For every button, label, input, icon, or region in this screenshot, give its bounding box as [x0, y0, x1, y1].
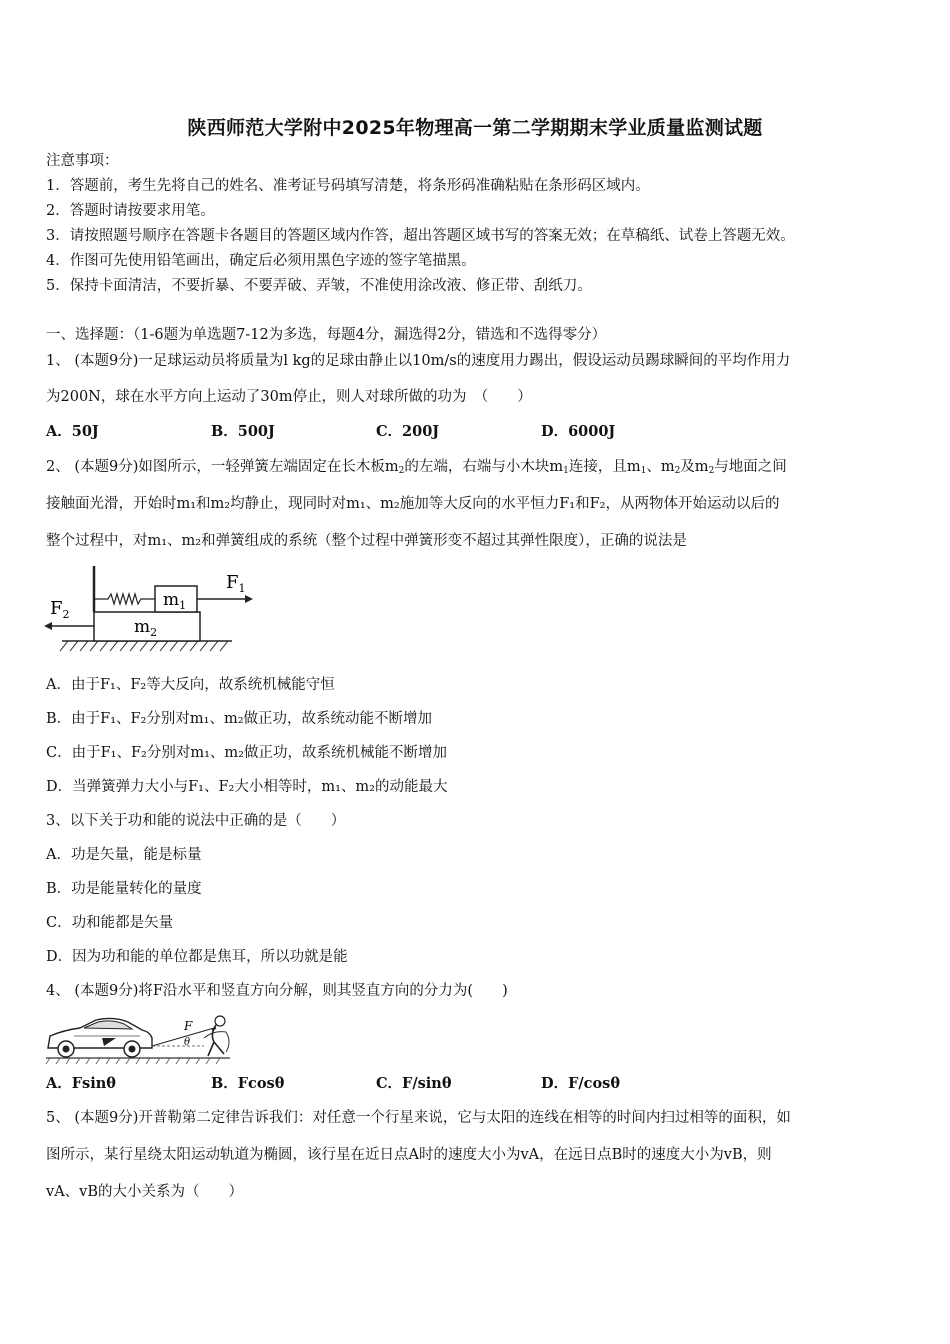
notice-heading: 注意事项： [46, 153, 119, 169]
q3-option-a[interactable]: A．功是矢量，能是标量 [46, 847, 202, 863]
q2-option-c[interactable]: C．由于F₁、F₂分别对m₁、m₂做正功，故系统机械能不断增加 [46, 745, 447, 761]
person-body [208, 1025, 224, 1056]
q4-option-b[interactable]: B．Fcosθ [211, 1075, 285, 1092]
theta-label: θ [184, 1037, 191, 1048]
q1-option-d[interactable]: D．6000J [541, 423, 616, 440]
q4-stem: 4、 (本题9分)将F沿水平和竖直方向分解，则其竖直方向的分力为( ) [46, 983, 508, 999]
notice-item-3: 3．请按照题号顺序在答题卡各题目的答题区域内作答，超出答题区域书写的答案无效；在草稿纸、试卷上答题无效。 [46, 228, 795, 244]
spring [94, 594, 155, 604]
q2-option-b[interactable]: B．由于F₁、F₂分别对m₁、m₂做正功，故系统动能不断增加 [46, 711, 433, 727]
notice-item-5: 5．保持卡面清洁，不要折暴、不要弄破、弄皱，不准使用涂改液、修正带、刮纸刀。 [46, 278, 592, 294]
q5-stem-line2: 图所示，某行星绕太阳运动轨道为椭圆，该行星在近日点A时的速度大小为vA，在远日点B时的速度大小为vB，则 [46, 1147, 772, 1163]
m2-label: $m_2$ [134, 617, 158, 639]
q2-spring-block-figure [40, 562, 255, 662]
page-title: 陕西师范大学附中2025年物理高一第二学期期末学业质量监测试题 [187, 117, 763, 139]
q1-stem-line1: 1、 (本题9分)一足球运动员将质量为l kg的足球由静止以10m/s的速度用力踢出，假设运动员踢球瞬间的平均作用力 [46, 353, 791, 369]
q2-option-a[interactable]: A．由于F₁、F₂等大反向，故系统机械能守恒 [46, 677, 335, 693]
q5-stem-line1: 5、 (本题9分)开普勒第二定律告诉我们：对任意一个行星来说，它与太阳的连线在相等的时间内扫过相等的面积，如 [46, 1110, 791, 1126]
q1-option-b[interactable]: B．500J [211, 423, 275, 440]
notice-item-1: 1．答题前，考生先将自己的姓名、准考证号码填写清楚，将条形码准确粘贴在条形码区域内。 [46, 178, 650, 194]
q4-option-d[interactable]: D．F/cosθ [541, 1075, 620, 1092]
q4-option-a[interactable]: A．Fsinθ [46, 1075, 116, 1092]
f1-label: $F_1$ [226, 572, 246, 595]
q3-option-d[interactable]: D．因为功和能的单位都是焦耳，所以功就是能 [46, 949, 348, 965]
notice-item-2: 2．答题时请按要求用笔。 [46, 203, 215, 219]
f1-arrowhead [245, 595, 253, 603]
person-head [215, 1016, 225, 1026]
notice-item-4: 4．作图可先使用铅笔画出，确定后必须用黑色字迹的签字笔描黑。 [46, 253, 476, 269]
f2-label: $F_2$ [50, 598, 70, 621]
q3-option-b[interactable]: B．功是能量转化的量度 [46, 881, 202, 897]
q1-stem-line2: 为200N，球在水平方向上运动了30m停止，则人对球所做的功为 （ ） [46, 389, 532, 405]
q2-stem-line3: 整个过程中，对m₁、m₂和弹簧组成的系统（整个过程中弹簧形变不超过其弹性限度），正确的说法是 [46, 533, 687, 549]
q2-option-d[interactable]: D．当弹簧弹力大小与F₁、F₂大小相等时，m₁、m₂的动能最大 [46, 779, 448, 795]
f-label: F [184, 1019, 193, 1033]
q2-stem-line1: 2、 (本题9分)如图所示，一轻弹簧左端固定在长木板$m_2$的左端，右端与小木块$m_1$连接，且$m_1$、$m_2$及$m_2$与地面之间 [46, 459, 787, 476]
q1-option-c[interactable]: C．200J [376, 423, 440, 440]
q4-option-c[interactable]: C．F/sinθ [376, 1075, 452, 1092]
q4-car-tow-figure [44, 1008, 234, 1066]
q1-option-a[interactable]: A．50J [46, 423, 99, 440]
section-heading: 一、选择题：（1-6题为单选题7-12为多选，每题4分，漏选得2分，错选和不选得零分） [46, 327, 607, 343]
q4-options [46, 1074, 706, 1094]
q5-stem-line3: vA、vB的大小关系为（ ） [46, 1184, 244, 1200]
f2-arrowhead [44, 622, 52, 630]
q2-stem-line2: 接触面光滑，开始时m₁和m₂均静止，现同时对m₁、m₂施加等大反向的水平恒力F₁和F₂，从两物体开始运动以后的 [46, 496, 780, 512]
q3-stem: 3、以下关于功和能的说法中正确的是（ ） [46, 813, 346, 829]
q1-options [46, 422, 706, 442]
m1-label: $m_1$ [163, 590, 187, 612]
q3-option-c[interactable]: C．功和能都是矢量 [46, 915, 174, 931]
